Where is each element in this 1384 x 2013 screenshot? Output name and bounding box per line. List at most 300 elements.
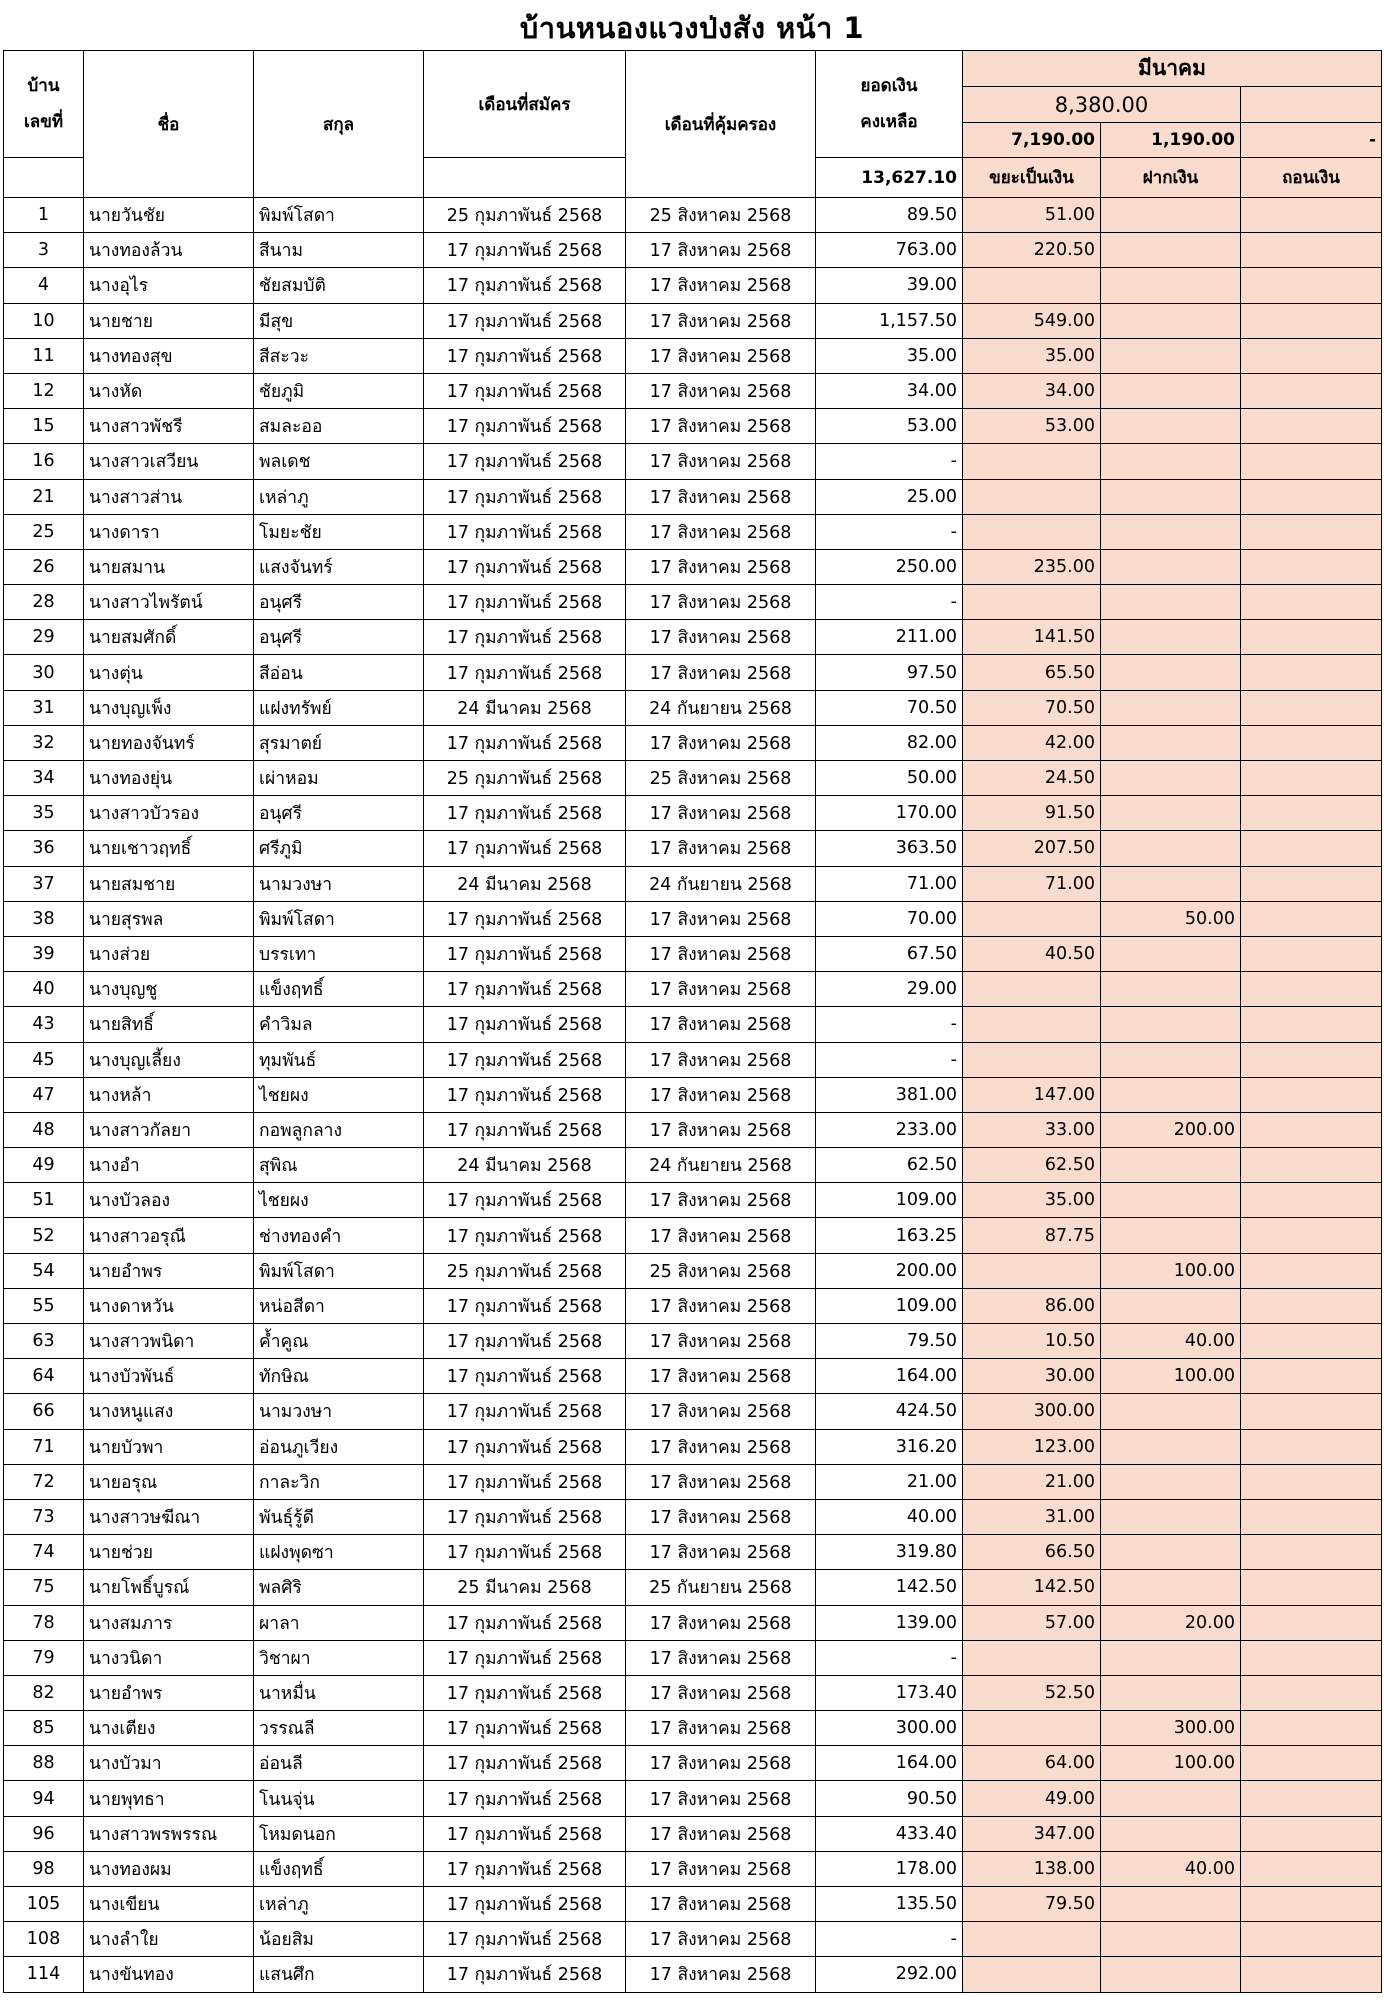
cell-waste: 64.00	[963, 1746, 1101, 1781]
cell-cover-month: 17 สิงหาคม 2568	[626, 1922, 816, 1957]
cell-apply-month: 17 กุมภาพันธ์ 2568	[424, 796, 626, 831]
cell-waste: 87.75	[963, 1218, 1101, 1253]
table-row	[4, 1711, 1382, 1746]
cell-withdraw	[1241, 1816, 1382, 1851]
cell-last-name: เหล่าภู	[254, 479, 424, 514]
table-row	[4, 1077, 1382, 1112]
cell-deposit	[1101, 620, 1241, 655]
cell-cover-month: 17 สิงหาคม 2568	[626, 620, 816, 655]
cell-balance: 164.00	[816, 1359, 963, 1394]
cell-cover-month: 17 สิงหาคม 2568	[626, 1042, 816, 1077]
cell-house-no: 47	[4, 1077, 84, 1112]
cell-first-name: นางลำใย	[84, 1922, 254, 1957]
cell-first-name: นางอุไร	[84, 268, 254, 303]
cell-first-name: นางสาวไพรัตน์	[84, 585, 254, 620]
cell-withdraw	[1241, 479, 1382, 514]
cell-house-no: 21	[4, 479, 84, 514]
cell-balance: 173.40	[816, 1675, 963, 1710]
cell-balance: 316.20	[816, 1429, 963, 1464]
cell-withdraw	[1241, 409, 1382, 444]
cell-house-no: 36	[4, 831, 84, 866]
cell-apply-month: 17 กุมภาพันธ์ 2568	[424, 373, 626, 408]
header-apply-month: เดือนที่สมัคร	[424, 51, 626, 158]
cell-first-name: นายอรุณ	[84, 1464, 254, 1499]
cell-house-no: 79	[4, 1640, 84, 1675]
cell-deposit	[1101, 1570, 1241, 1605]
cell-house-no: 82	[4, 1675, 84, 1710]
cell-balance: 1,157.50	[816, 303, 963, 338]
cell-house-no: 94	[4, 1781, 84, 1816]
table-row	[4, 303, 1382, 338]
cell-deposit	[1101, 1781, 1241, 1816]
cell-withdraw	[1241, 1042, 1382, 1077]
cell-first-name: นายสุรพล	[84, 901, 254, 936]
cell-first-name: นางอำ	[84, 1148, 254, 1183]
cell-deposit	[1101, 1640, 1241, 1675]
cell-cover-month: 17 สิงหาคม 2568	[626, 585, 816, 620]
cell-balance: 170.00	[816, 796, 963, 831]
cell-house-no: 15	[4, 409, 84, 444]
cell-cover-month: 17 สิงหาคม 2568	[626, 1957, 816, 1992]
header-sub-waste: 7,190.00	[963, 123, 1101, 158]
cell-cover-month: 17 สิงหาคม 2568	[626, 1781, 816, 1816]
cell-first-name: นางสมภาร	[84, 1605, 254, 1640]
cell-apply-month: 17 กุมภาพันธ์ 2568	[424, 831, 626, 866]
cell-waste: 70.50	[963, 690, 1101, 725]
cell-apply-month: 17 กุมภาพันธ์ 2568	[424, 303, 626, 338]
cell-cover-month: 17 สิงหาคม 2568	[626, 796, 816, 831]
cell-last-name: อ่อนลี	[254, 1746, 424, 1781]
cell-apply-month: 17 กุมภาพันธ์ 2568	[424, 1499, 626, 1534]
table-row	[4, 1464, 1382, 1499]
cell-house-no: 1	[4, 198, 84, 233]
cell-deposit	[1101, 690, 1241, 725]
cell-house-no: 39	[4, 936, 84, 971]
cell-withdraw	[1241, 1429, 1382, 1464]
cell-last-name: สุรมาตย์	[254, 725, 424, 760]
table-row	[4, 831, 1382, 866]
header-house-no-line2: เลขที่	[23, 112, 64, 132]
table-body	[4, 198, 1382, 1993]
table-row	[4, 1535, 1382, 1570]
cell-cover-month: 17 สิงหาคม 2568	[626, 1887, 816, 1922]
cell-first-name: นายสมาน	[84, 549, 254, 584]
cell-waste	[963, 585, 1101, 620]
savings-table	[3, 50, 1382, 1993]
cell-cover-month: 17 สิงหาคม 2568	[626, 1499, 816, 1534]
header-cover-month: เดือนที่คุ้มครอง	[626, 51, 816, 198]
cell-balance: 29.00	[816, 972, 963, 1007]
cell-waste: 53.00	[963, 409, 1101, 444]
cell-balance: 90.50	[816, 1781, 963, 1816]
cell-last-name: พลเดช	[254, 444, 424, 479]
cell-deposit: 100.00	[1101, 1359, 1241, 1394]
cell-balance: -	[816, 585, 963, 620]
header-sub-withdraw: -	[1241, 123, 1382, 158]
table-row	[4, 1781, 1382, 1816]
cell-balance: 79.50	[816, 1324, 963, 1359]
cell-first-name: นายพุทธา	[84, 1781, 254, 1816]
header-house-no-line1: บ้าน	[27, 76, 60, 96]
cell-waste: 40.50	[963, 936, 1101, 971]
cell-house-no: 43	[4, 1007, 84, 1042]
cell-balance: 39.00	[816, 268, 963, 303]
cell-deposit	[1101, 1007, 1241, 1042]
cell-deposit	[1101, 972, 1241, 1007]
cell-apply-month: 17 กุมภาพันธ์ 2568	[424, 1605, 626, 1640]
cell-waste: 34.00	[963, 373, 1101, 408]
cell-deposit	[1101, 1922, 1241, 1957]
cell-cover-month: 17 สิงหาคม 2568	[626, 514, 816, 549]
cell-deposit	[1101, 268, 1241, 303]
table-row	[4, 901, 1382, 936]
table-row	[4, 1957, 1382, 1992]
cell-waste: 235.00	[963, 549, 1101, 584]
cell-balance: -	[816, 1042, 963, 1077]
cell-withdraw	[1241, 972, 1382, 1007]
cell-first-name: นางขันทอง	[84, 1957, 254, 1992]
cell-house-no: 98	[4, 1851, 84, 1886]
cell-first-name: นางส่วย	[84, 936, 254, 971]
cell-withdraw	[1241, 444, 1382, 479]
cell-first-name: นายโพธิ์บูรณ์	[84, 1570, 254, 1605]
cell-balance: 200.00	[816, 1253, 963, 1288]
cell-house-no: 73	[4, 1499, 84, 1534]
header-balance-total: 13,627.10	[816, 158, 963, 198]
cell-balance: 40.00	[816, 1499, 963, 1534]
cell-balance: 71.00	[816, 866, 963, 901]
header-col-waste: ขยะเป็นเงิน	[963, 158, 1101, 198]
cell-deposit	[1101, 725, 1241, 760]
cell-house-no: 11	[4, 338, 84, 373]
header-col-deposit: ฝากเงิน	[1101, 158, 1241, 198]
cell-balance: 109.00	[816, 1288, 963, 1323]
cell-house-no: 16	[4, 444, 84, 479]
header-last-name: สกุล	[254, 51, 424, 198]
cell-last-name: กาละวิก	[254, 1464, 424, 1499]
cell-cover-month: 25 สิงหาคม 2568	[626, 761, 816, 796]
cell-last-name: บรรเทา	[254, 936, 424, 971]
cell-house-no: 114	[4, 1957, 84, 1992]
header-apply-month-blank	[424, 158, 626, 198]
cell-balance: 319.80	[816, 1535, 963, 1570]
cell-cover-month: 17 สิงหาคม 2568	[626, 549, 816, 584]
table-row	[4, 1112, 1382, 1147]
cell-last-name: แข็งฤทธิ์	[254, 972, 424, 1007]
cell-apply-month: 17 กุมภาพันธ์ 2568	[424, 1218, 626, 1253]
cell-waste	[963, 1711, 1101, 1746]
table-row	[4, 1148, 1382, 1183]
cell-waste: 33.00	[963, 1112, 1101, 1147]
cell-balance: 433.40	[816, 1816, 963, 1851]
cell-last-name: เหล่าภู	[254, 1887, 424, 1922]
cell-deposit	[1101, 409, 1241, 444]
cell-deposit	[1101, 444, 1241, 479]
cell-apply-month: 17 กุมภาพันธ์ 2568	[424, 1887, 626, 1922]
table-row	[4, 1605, 1382, 1640]
cell-waste: 300.00	[963, 1394, 1101, 1429]
cell-first-name: นางบัวมา	[84, 1746, 254, 1781]
cell-apply-month: 17 กุมภาพันธ์ 2568	[424, 901, 626, 936]
cell-withdraw	[1241, 268, 1382, 303]
cell-house-no: 10	[4, 303, 84, 338]
table-row	[4, 972, 1382, 1007]
table-row	[4, 1570, 1382, 1605]
cell-apply-month: 17 กุมภาพันธ์ 2568	[424, 1640, 626, 1675]
cell-cover-month: 17 สิงหาคม 2568	[626, 1851, 816, 1886]
cell-house-no: 34	[4, 761, 84, 796]
cell-withdraw	[1241, 901, 1382, 936]
cell-cover-month: 17 สิงหาคม 2568	[626, 303, 816, 338]
cell-cover-month: 17 สิงหาคม 2568	[626, 268, 816, 303]
cell-last-name: วรรณลี	[254, 1711, 424, 1746]
cell-first-name: นางสาวอรุณี	[84, 1218, 254, 1253]
cell-deposit	[1101, 585, 1241, 620]
cell-first-name: นายสมศักดิ์	[84, 620, 254, 655]
cell-first-name: นางบุญเลี้ยง	[84, 1042, 254, 1077]
cell-withdraw	[1241, 690, 1382, 725]
table-row	[4, 761, 1382, 796]
header-balance-line2: คงเหลือ	[860, 112, 918, 132]
cell-first-name: นางบุญชู	[84, 972, 254, 1007]
cell-house-no: 52	[4, 1218, 84, 1253]
cell-cover-month: 17 สิงหาคม 2568	[626, 1711, 816, 1746]
cell-deposit	[1101, 1957, 1241, 1992]
cell-withdraw	[1241, 1324, 1382, 1359]
cell-last-name: สุพิณ	[254, 1148, 424, 1183]
cell-deposit	[1101, 761, 1241, 796]
cell-cover-month: 17 สิงหาคม 2568	[626, 373, 816, 408]
cell-first-name: นางเตียง	[84, 1711, 254, 1746]
table-row	[4, 936, 1382, 971]
cell-waste: 57.00	[963, 1605, 1101, 1640]
cell-house-no: 54	[4, 1253, 84, 1288]
cell-withdraw	[1241, 1218, 1382, 1253]
cell-apply-month: 17 กุมภาพันธ์ 2568	[424, 1042, 626, 1077]
cell-waste	[963, 479, 1101, 514]
cell-waste: 91.50	[963, 796, 1101, 831]
cell-first-name: นางดารา	[84, 514, 254, 549]
cell-first-name: นางดาหวัน	[84, 1288, 254, 1323]
cell-house-no: 96	[4, 1816, 84, 1851]
cell-balance: 89.50	[816, 198, 963, 233]
cell-last-name: มีสุข	[254, 303, 424, 338]
cell-first-name: นางทองสุข	[84, 338, 254, 373]
cell-cover-month: 17 สิงหาคม 2568	[626, 725, 816, 760]
header-first-name: ชื่อ	[84, 51, 254, 198]
cell-house-no: 85	[4, 1711, 84, 1746]
table-row	[4, 1288, 1382, 1323]
cell-apply-month: 17 กุมภาพันธ์ 2568	[424, 338, 626, 373]
cell-last-name: อนุศรี	[254, 796, 424, 831]
cell-apply-month: 17 กุมภาพันธ์ 2568	[424, 268, 626, 303]
cell-deposit: 40.00	[1101, 1851, 1241, 1886]
cell-house-no: 4	[4, 268, 84, 303]
cell-house-no: 37	[4, 866, 84, 901]
cell-withdraw	[1241, 373, 1382, 408]
cell-withdraw	[1241, 1887, 1382, 1922]
cell-first-name: นางสาวพนิดา	[84, 1324, 254, 1359]
cell-cover-month: 25 สิงหาคม 2568	[626, 198, 816, 233]
cell-deposit	[1101, 831, 1241, 866]
cell-apply-month: 17 กุมภาพันธ์ 2568	[424, 1288, 626, 1323]
cell-apply-month: 17 กุมภาพันธ์ 2568	[424, 1675, 626, 1710]
cell-last-name: โมยะชัย	[254, 514, 424, 549]
table-row	[4, 549, 1382, 584]
cell-house-no: 26	[4, 549, 84, 584]
header-col-withdraw: ถอนเงิน	[1241, 158, 1382, 198]
cell-withdraw	[1241, 1253, 1382, 1288]
cell-house-no: 66	[4, 1394, 84, 1429]
cell-waste: 86.00	[963, 1288, 1101, 1323]
table-row	[4, 514, 1382, 549]
cell-withdraw	[1241, 936, 1382, 971]
cell-waste: 66.50	[963, 1535, 1101, 1570]
cell-cover-month: 17 สิงหาคม 2568	[626, 1675, 816, 1710]
cell-withdraw	[1241, 1535, 1382, 1570]
cell-waste: 10.50	[963, 1324, 1101, 1359]
table-row	[4, 1253, 1382, 1288]
cell-waste: 52.50	[963, 1675, 1101, 1710]
cell-cover-month: 17 สิงหาคม 2568	[626, 1464, 816, 1499]
cell-withdraw	[1241, 761, 1382, 796]
page-title: บ้านหนองแวงป่งสัง หน้า 1	[519, 11, 865, 45]
cell-deposit	[1101, 1675, 1241, 1710]
cell-last-name: อนุศรี	[254, 620, 424, 655]
cell-last-name: พิมพ์โสดา	[254, 901, 424, 936]
cell-waste: 207.50	[963, 831, 1101, 866]
cell-cover-month: 17 สิงหาคม 2568	[626, 1640, 816, 1675]
cell-deposit	[1101, 1218, 1241, 1253]
cell-last-name: ทักษิณ	[254, 1359, 424, 1394]
cell-waste: 142.50	[963, 1570, 1101, 1605]
cell-apply-month: 25 กุมภาพันธ์ 2568	[424, 761, 626, 796]
cell-waste	[963, 514, 1101, 549]
cell-last-name: กอพลูกลาง	[254, 1112, 424, 1147]
cell-deposit	[1101, 796, 1241, 831]
cell-first-name: นางสาวเสวียน	[84, 444, 254, 479]
cell-last-name: นาหมื่น	[254, 1675, 424, 1710]
table-row	[4, 1499, 1382, 1534]
cell-balance: 35.00	[816, 338, 963, 373]
cell-balance: -	[816, 1640, 963, 1675]
cell-waste	[963, 1957, 1101, 1992]
cell-cover-month: 17 สิงหาคม 2568	[626, 1007, 816, 1042]
cell-last-name: นามวงษา	[254, 1394, 424, 1429]
cell-house-no: 51	[4, 1183, 84, 1218]
cell-deposit: 100.00	[1101, 1253, 1241, 1288]
cell-last-name: แสนศึก	[254, 1957, 424, 1992]
cell-apply-month: 17 กุมภาพันธ์ 2568	[424, 1394, 626, 1429]
cell-apply-month: 17 กุมภาพันธ์ 2568	[424, 1464, 626, 1499]
cell-first-name: นายทองจันทร์	[84, 725, 254, 760]
cell-first-name: นายสิทธิ์	[84, 1007, 254, 1042]
cell-apply-month: 17 กุมภาพันธ์ 2568	[424, 514, 626, 549]
cell-waste: 42.00	[963, 725, 1101, 760]
cell-house-no: 38	[4, 901, 84, 936]
cell-withdraw	[1241, 1007, 1382, 1042]
cell-deposit	[1101, 1288, 1241, 1323]
cell-last-name: โนนจุ่น	[254, 1781, 424, 1816]
cell-cover-month: 17 สิงหาคม 2568	[626, 233, 816, 268]
cell-deposit	[1101, 1535, 1241, 1570]
cell-withdraw	[1241, 620, 1382, 655]
table-row	[4, 690, 1382, 725]
cell-house-no: 71	[4, 1429, 84, 1464]
cell-cover-month: 17 สิงหาคม 2568	[626, 1324, 816, 1359]
cell-first-name: นางหนูแสง	[84, 1394, 254, 1429]
cell-apply-month: 17 กุมภาพันธ์ 2568	[424, 1077, 626, 1112]
cell-apply-month: 17 กุมภาพันธ์ 2568	[424, 585, 626, 620]
cell-cover-month: 24 กันยายน 2568	[626, 866, 816, 901]
table-row	[4, 1007, 1382, 1042]
cell-withdraw	[1241, 303, 1382, 338]
cell-withdraw	[1241, 1605, 1382, 1640]
cell-balance: 70.00	[816, 901, 963, 936]
cell-balance: 62.50	[816, 1148, 963, 1183]
cell-last-name: โหมดนอก	[254, 1816, 424, 1851]
cell-apply-month: 17 กุมภาพันธ์ 2568	[424, 1851, 626, 1886]
cell-last-name: สีสะวะ	[254, 338, 424, 373]
cell-withdraw	[1241, 585, 1382, 620]
table-row	[4, 373, 1382, 408]
cell-cover-month: 17 สิงหาคม 2568	[626, 1429, 816, 1464]
cell-cover-month: 17 สิงหาคม 2568	[626, 1535, 816, 1570]
cell-house-no: 30	[4, 655, 84, 690]
cell-cover-month: 17 สิงหาคม 2568	[626, 655, 816, 690]
cell-last-name: ชัยภูมิ	[254, 373, 424, 408]
header-sub-deposit: 1,190.00	[1101, 123, 1241, 158]
cell-deposit	[1101, 936, 1241, 971]
table-row	[4, 1429, 1382, 1464]
cell-apply-month: 17 กุมภาพันธ์ 2568	[424, 444, 626, 479]
cell-cover-month: 17 สิงหาคม 2568	[626, 1746, 816, 1781]
cell-balance: 97.50	[816, 655, 963, 690]
cell-waste: 51.00	[963, 198, 1101, 233]
cell-first-name: นายชาย	[84, 303, 254, 338]
table-row	[4, 1851, 1382, 1886]
cell-balance: 139.00	[816, 1605, 963, 1640]
cell-last-name: ชัยสมบัติ	[254, 268, 424, 303]
cell-first-name: นายวันชัย	[84, 198, 254, 233]
cell-apply-month: 17 กุมภาพันธ์ 2568	[424, 1781, 626, 1816]
header-house-no-blank	[4, 158, 84, 198]
cell-house-no: 40	[4, 972, 84, 1007]
cell-last-name: ไชยผง	[254, 1077, 424, 1112]
cell-cover-month: 17 สิงหาคม 2568	[626, 1394, 816, 1429]
cell-withdraw	[1241, 725, 1382, 760]
cell-withdraw	[1241, 1746, 1382, 1781]
cell-balance: 250.00	[816, 549, 963, 584]
cell-last-name: แฝงทรัพย์	[254, 690, 424, 725]
cell-house-no: 63	[4, 1324, 84, 1359]
header-balance	[816, 51, 963, 158]
cell-deposit: 300.00	[1101, 1711, 1241, 1746]
header-balance-line1: ยอดเงิน	[860, 76, 918, 96]
header-house-no	[4, 51, 84, 158]
cell-waste	[963, 1253, 1101, 1288]
cell-waste	[963, 901, 1101, 936]
header-month: มีนาคม	[963, 51, 1382, 87]
cell-first-name: นางบัวลอง	[84, 1183, 254, 1218]
cell-deposit	[1101, 1429, 1241, 1464]
cell-waste: 71.00	[963, 866, 1101, 901]
cell-waste: 141.50	[963, 620, 1101, 655]
cell-house-no: 3	[4, 233, 84, 268]
table-row	[4, 866, 1382, 901]
header-month-total-blank	[1241, 87, 1382, 123]
cell-first-name: นางสาวส่าน	[84, 479, 254, 514]
